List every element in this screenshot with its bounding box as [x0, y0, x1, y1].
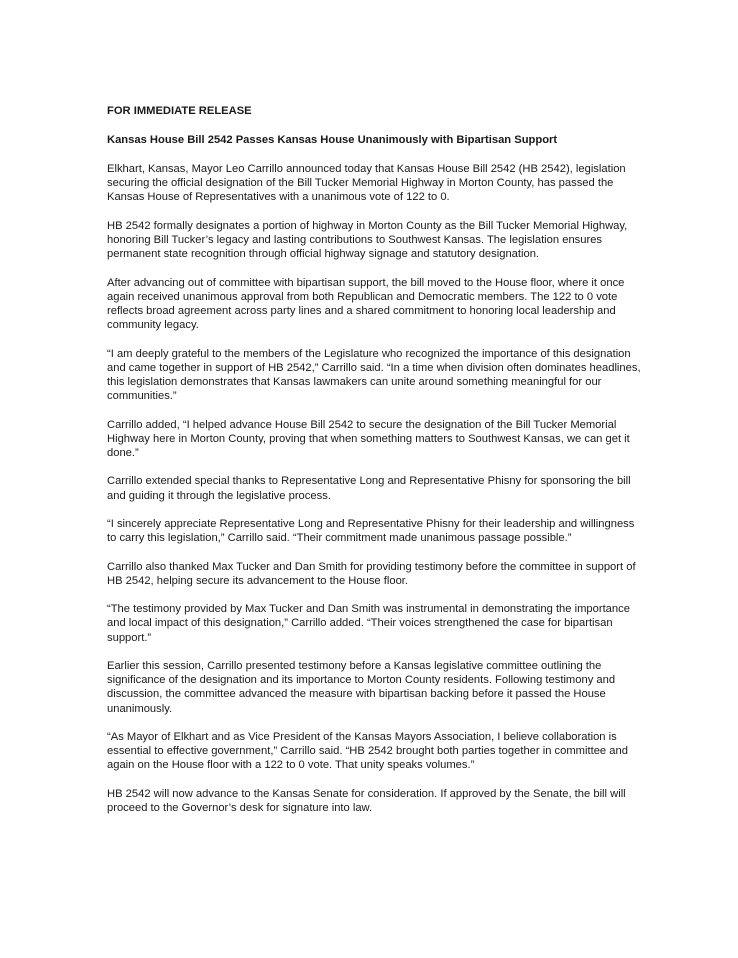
release-label: FOR IMMEDIATE RELEASE: [107, 105, 252, 117]
press-release-document: [107, 104, 642, 829]
paragraph-thanks-testimony: Carrillo also thanked Max Tucker and Dan Smith for providing testimony before the committee in support of HB 2542, helping secure its advancement to the House floor.: [107, 560, 636, 587]
paragraph-announcement: Elkhart, Kansas, Mayor Leo Carrillo announced today that Kansas House Bill 2542 (HB 2542), legislation securing the official designation of the Bill Tucker Memorial Highway in Morton County, has passed the Kansas House of Representatives with a unanimous vote of 122 to 0.: [107, 163, 626, 204]
paragraph-designation: HB 2542 formally designates a portion of highway in Morton County as the Bill Tucker Memorial Highway, honoring Bill Tucker’s legacy and lasting contributions to Southwest Kansas. The legislation ensures permanent state recognition through official highway signage and statutory designation.: [107, 219, 628, 261]
paragraph-committee: Earlier this session, Carrillo presented testimony before a Kansas legislative committee outlining the significance of the designation and its importance to Morton County residents. Following testimony and discussion, the committee advanced the measure with bipartisan backing before it passed the House unanimously.: [107, 659, 616, 715]
paragraph-quote-advance: Carrillo added, “I helped advance House Bill 2542 to secure the designation of the Bill Tucker Memorial Highway here in Morton County, proving that when something matters to Southwest Kansas, we can get it done.”: [107, 418, 630, 459]
paragraph-quote-collaboration: “As Mayor of Elkhart and as Vice President of the Kansas Mayors Association, I believe collaboration is essential to effective government,” Carrillo said. “HB 2542 brought both parties together in committee and again on the House floor with a 122 to 0 vote. That unity speaks volumes.”: [107, 730, 628, 772]
paragraph-quote-sponsors: “I sincerely appreciate Representative Long and Representative Phisny for their leadership and willingness to carry this legislation,” Carrillo said. “Their commitment made unanimous passage possible.”: [107, 517, 635, 545]
paragraph-quote-grateful: “I am deeply grateful to the members of the Legislature who recognized the importance of this designation and came together in support of HB 2542,” Carrillo said. “In a time when division often dominates headlines, this legislation demonstrates that Kansas lawmakers can unite around something meaningful for our communities.”: [107, 347, 641, 403]
headline: Kansas House Bill 2542 Passes Kansas House Unanimously with Bipartisan Support: [107, 134, 558, 146]
paragraph-quote-testimony: “The testimony provided by Max Tucker and Dan Smith was instrumental in demonstrating the importance and local impact of this designation,” Carrillo added. “Their voices strengthened the case for bipartisan support.”: [107, 603, 630, 644]
paragraph-thanks-sponsors: Carrillo extended special thanks to Representative Long and Representative Phisny for sponsoring the bill and guiding it through the legislative process.: [107, 475, 631, 502]
paragraph-house-vote: After advancing out of committee with bipartisan support, the bill moved to the House floor, where it once again received unanimous approval from both Republican and Democratic members. The 122 to 0 vote reflects broad agreement across party lines and a shared commitment to honoring local leadership and community legacy.: [107, 276, 625, 332]
paragraph-next-steps: HB 2542 will now advance to the Kansas Senate for consideration. If approved by the Senate, the bill will proceed to the Governor’s desk for signature into law.: [107, 787, 626, 814]
